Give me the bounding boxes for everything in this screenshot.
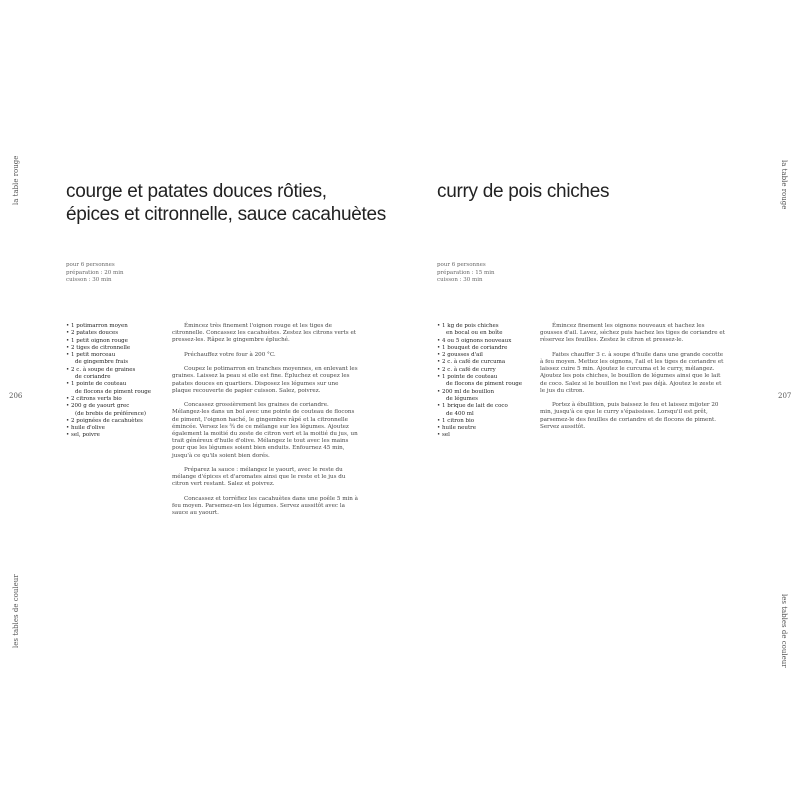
ingredient-item: • 1 pointe de couteau bbox=[437, 374, 498, 381]
instruction-paragraph: Coupez le potimarron en tranches moyennes, en enlevant les graines. Laissez la peau si elle est fine. Épluchez et coupez les patates douces en quartiers. Disposez les légumes sur une plaque recouverte de papier cuisson. Salez, poivrez. bbox=[172, 366, 358, 394]
ingredient-item: • 2 gousses d'ail bbox=[437, 352, 483, 359]
ingredient-item: • 1 petit oignon rouge bbox=[66, 337, 128, 344]
ingredient-item: de gingembre frais bbox=[75, 359, 129, 366]
left-ingredients-list bbox=[66, 323, 151, 440]
left-running-foot: les tables de couleur bbox=[12, 574, 20, 648]
ingredient-item: • 2 c. à soupe de graines bbox=[66, 366, 136, 373]
right-running-foot: les tables de couleur bbox=[780, 594, 788, 668]
right-ingredients-list bbox=[437, 323, 522, 440]
ingredient-item: • sel, poivre bbox=[66, 432, 100, 439]
ingredient-item: • 2 poignées de cacahuètes bbox=[66, 417, 143, 424]
left-recipe-title bbox=[66, 180, 386, 226]
right-prep-time: préparation : 15 min bbox=[437, 269, 495, 276]
left-cook-time: cuisson : 30 min bbox=[66, 277, 112, 283]
left-recipe-meta bbox=[66, 262, 124, 285]
right-recipe-title bbox=[437, 180, 609, 203]
ingredient-item: de flocons de piment rouge bbox=[446, 381, 523, 388]
ingredient-item: • 4 ou 5 oignons nouveaux bbox=[437, 337, 512, 344]
ingredient-item: • 1 pointe de couteau bbox=[66, 381, 127, 388]
left-running-head: la table rouge bbox=[12, 155, 20, 205]
ingredient-item: • 1 kg de pois chiches bbox=[437, 323, 499, 329]
right-cook-time: cuisson : 30 min bbox=[437, 277, 483, 283]
ingredient-item: • 1 potimarron moyen bbox=[66, 323, 128, 329]
ingredient-item: • 1 bouquet de coriandre bbox=[437, 344, 508, 351]
ingredient-item: • huile d'olive bbox=[66, 425, 105, 432]
ingredient-item: • 2 citrons verts bio bbox=[66, 395, 122, 402]
ingredient-item: de légumes bbox=[446, 395, 478, 402]
right-page-number: 207 bbox=[778, 392, 792, 400]
instruction-paragraph: Faites chauffer 3 c. à soupe d'huile dans une grande cocotte à feu moyen. Mettez les oignons, l'ail et les tiges de coriandre et laissez cuire 5 min. Ajoutez le curcuma et le curry, mélangez. Ajoutez les pois chiches, le bouillon de légumes ainsi que le lait de coco. Salez si le bouillon ne l'est pas déjà. Ajoutez le zeste et le jus du citron. bbox=[540, 351, 724, 394]
instruction-paragraph: Portez à ébullition, puis baissez le feu et laissez mijoter 20 min, jusqu'à ce que le curry s'épaississe. Lorsqu'il est prêt, parsemez-le des feuilles de coriandre et de flocons de piment. Servez aussitôt. bbox=[540, 402, 719, 430]
instruction-paragraph: Émincez finement les oignons nouveaux et hachez les gousses d'ail. Lavez, séchez puis hachez les tiges de coriandre et réservez les feuilles. Zestez le citron et pressez-le. bbox=[540, 323, 725, 344]
ingredient-item: • 2 tiges de citronnelle bbox=[66, 344, 131, 351]
ingredient-item: • 1 citron bio bbox=[437, 417, 475, 424]
left-instructions bbox=[172, 323, 359, 525]
ingredient-item: • 2 c. à café de curry bbox=[437, 366, 496, 373]
ingredient-item: (de brebis de préférence) bbox=[75, 410, 147, 417]
right-recipe-meta bbox=[437, 262, 495, 285]
instruction-paragraph: Émincez très finement l'oignon rouge et les tiges de citronnelle. Concassez les cacahuètes. Zestez les citrons verts et pressez-les. Râpez le gingembre épluché. bbox=[172, 323, 357, 344]
right-servings: pour 6 personnes bbox=[437, 262, 486, 268]
ingredient-item: de 400 ml bbox=[446, 410, 474, 417]
ingredient-item: • 1 brique de lait de coco bbox=[437, 403, 508, 410]
left-page-number: 206 bbox=[9, 392, 23, 400]
ingredient-item: de coriandre bbox=[75, 374, 111, 381]
instruction-paragraph: Concassez et torréfiez les cacahuètes dans une poêle 5 min à feu moyen. Parsemez-en les légumes. Servez aussitôt avec la sauce au yaourt. bbox=[172, 495, 359, 517]
left-title-line-1: courge et patates douces rôties, bbox=[66, 181, 327, 202]
ingredient-item: • 1 petit morceau bbox=[66, 352, 116, 359]
ingredient-item: • 2 c. à café de curcuma bbox=[437, 359, 506, 366]
instruction-paragraph: Préchauffez votre four à 200 °C. bbox=[184, 351, 276, 358]
ingredient-item: de flocons de piment rouge bbox=[75, 388, 152, 395]
left-title-line-2: épices et citronnelle, sauce cacahuètes bbox=[66, 204, 386, 225]
ingredient-item: • 200 ml de bouillon bbox=[437, 388, 494, 395]
instruction-paragraph: Concassez grossièrement les graines de coriandre. Mélangez-les dans un bol avec une pointe de couteau de flocons de piment, l'oignon haché, le gingembre râpé et la citronnelle émincée. Versez les ¾ de ce mélange sur les légumes. Ajoutez également la moitié du zeste de citron vert et la moitié du jus, un trait généreux d'huile d'olive. Mélangez le tout avec les mains pour que les légumes soient bien enduits. Enfournez 45 min, jusqu'à ce qu'ils soient bien dorés. bbox=[172, 402, 358, 459]
left-servings: pour 6 personnes bbox=[66, 262, 115, 268]
ingredient-item: • sel bbox=[437, 432, 450, 439]
ingredient-item: • 2 patates douces bbox=[66, 330, 119, 337]
ingredient-item: en bocal ou en boîte bbox=[446, 330, 503, 337]
instruction-paragraph: Préparez la sauce : mélangez le yaourt, avec le reste du mélange d'épices et d'aromates ainsi que le reste et le jus du citron vert restant. Salez et poivrez. bbox=[172, 467, 346, 488]
right-title-line-1: curry de pois chiches bbox=[437, 181, 610, 202]
ingredient-item: • 200 g de yaourt grec bbox=[66, 403, 130, 410]
ingredient-item: • huile neutre bbox=[437, 425, 477, 432]
left-prep-time: préparation : 20 min bbox=[66, 269, 124, 276]
right-instructions bbox=[540, 323, 727, 438]
right-running-head: la table rouge bbox=[780, 160, 788, 210]
